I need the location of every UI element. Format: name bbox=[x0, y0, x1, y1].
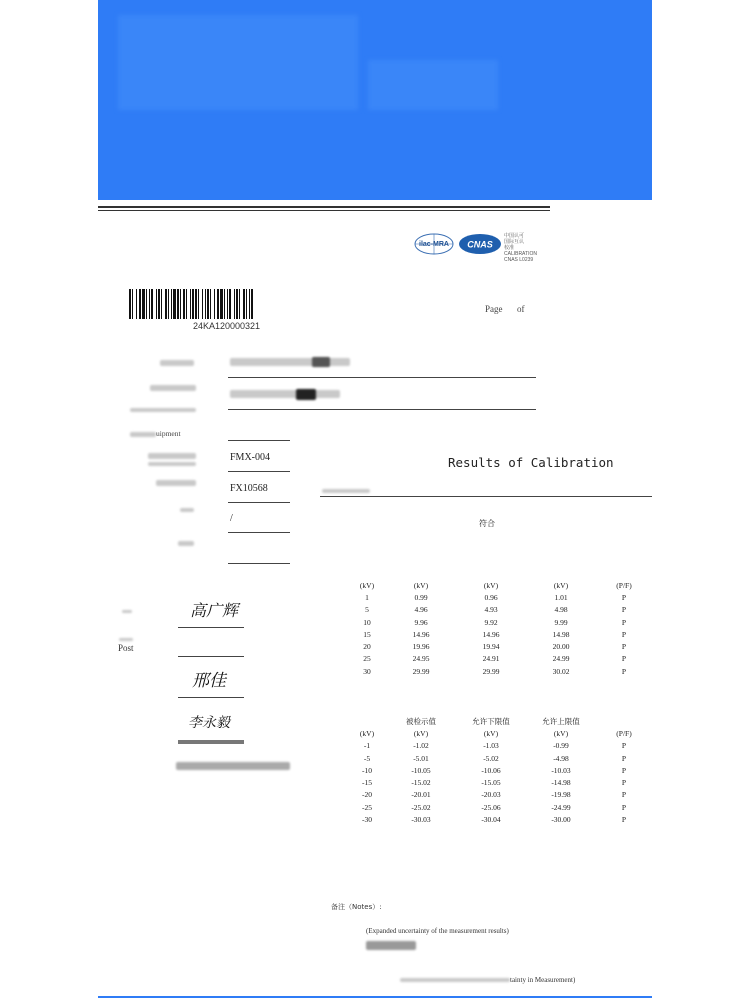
table-cell: -25.02 bbox=[411, 802, 431, 812]
table-row bbox=[348, 591, 652, 603]
table-cell: 30.02 bbox=[552, 666, 570, 676]
equipment-label: uipment bbox=[156, 429, 181, 438]
table-cell: 4.93 bbox=[484, 605, 498, 615]
post-label: Post bbox=[118, 643, 134, 653]
redacted-label bbox=[148, 453, 196, 459]
redacted-label bbox=[322, 489, 370, 493]
redacted-label bbox=[148, 462, 196, 466]
redacted-value bbox=[230, 390, 340, 398]
barcode-bar bbox=[192, 289, 194, 319]
table-cell: 14.96 bbox=[482, 629, 500, 639]
table-cell: 0.96 bbox=[484, 592, 498, 602]
signature-line bbox=[178, 697, 244, 698]
uncertainty-note-2: tainty in Measurement) bbox=[510, 976, 576, 984]
barcode-bar bbox=[210, 289, 211, 319]
signature-line bbox=[178, 627, 244, 628]
table-cell: 25 bbox=[363, 654, 371, 664]
barcode-bar bbox=[214, 289, 215, 319]
table-header: (kV) bbox=[483, 580, 499, 590]
barcode-bar bbox=[198, 289, 199, 319]
cnas-text-line: CALIBRATION bbox=[504, 251, 537, 257]
barcode-bar bbox=[156, 289, 157, 319]
header-banner bbox=[98, 0, 652, 200]
barcode-bar bbox=[161, 289, 162, 319]
cnas-text-line: 中国认可 bbox=[504, 233, 525, 239]
header-rule-top bbox=[98, 206, 550, 208]
table-header: (P/F) bbox=[616, 728, 632, 738]
cnas-text-line: 校准 bbox=[504, 245, 515, 251]
table-cell: -1.03 bbox=[483, 741, 499, 751]
redacted-label bbox=[180, 508, 194, 512]
table-cell: -20 bbox=[362, 790, 372, 800]
table-cell: -1.02 bbox=[413, 741, 429, 751]
table-cell: 5 bbox=[365, 605, 369, 615]
field-underline bbox=[228, 532, 290, 533]
barcode-bar bbox=[251, 289, 253, 319]
ilac-logo-text: ilac-MRA bbox=[419, 241, 449, 248]
barcode-bar bbox=[186, 289, 187, 319]
barcode bbox=[129, 289, 253, 319]
redacted-label bbox=[130, 432, 156, 437]
barcode-bar bbox=[149, 289, 150, 319]
redacted-value bbox=[366, 941, 416, 950]
table-cell: -15.05 bbox=[481, 778, 501, 788]
barcode-bar bbox=[239, 289, 240, 319]
table-cell: -30.04 bbox=[481, 815, 501, 825]
footer-rule bbox=[98, 996, 652, 998]
redacted-label bbox=[178, 541, 194, 546]
of-label: of bbox=[517, 304, 525, 314]
table-header: (P/F) bbox=[616, 580, 632, 590]
barcode-bar bbox=[139, 289, 141, 319]
table-cell: -15.02 bbox=[411, 778, 431, 788]
table-header: (kV) bbox=[553, 728, 569, 738]
redacted-label bbox=[156, 480, 196, 486]
banner-blur-area bbox=[368, 60, 498, 110]
table-cell: 10 bbox=[363, 617, 371, 627]
field-underline bbox=[228, 409, 536, 410]
table-cell: -30.03 bbox=[411, 815, 431, 825]
redacted-label bbox=[150, 385, 196, 391]
table-header: (kV) bbox=[359, 728, 375, 738]
table-cell: 24.95 bbox=[412, 654, 430, 664]
redacted-label bbox=[400, 978, 510, 982]
barcode-bar bbox=[224, 289, 225, 319]
calibration-table-negative bbox=[348, 715, 652, 826]
signature-checker: 高广辉 bbox=[190, 601, 239, 620]
barcode-bar bbox=[168, 289, 169, 319]
table-cell: P bbox=[621, 629, 627, 639]
table-header: (kV) bbox=[483, 728, 499, 738]
table-header-top bbox=[348, 715, 386, 727]
table-cell: -5 bbox=[363, 753, 371, 763]
barcode-bar bbox=[234, 289, 235, 319]
barcode-bar bbox=[249, 289, 250, 319]
barcode-bar bbox=[202, 289, 203, 319]
barcode-bar bbox=[136, 289, 137, 319]
table-row bbox=[348, 764, 652, 776]
redacted-label bbox=[119, 638, 133, 641]
table-cell: 29.99 bbox=[482, 666, 500, 676]
redacted-mark bbox=[296, 389, 316, 400]
table-header: (kV) bbox=[359, 580, 375, 590]
table-cell: -10.06 bbox=[481, 765, 501, 775]
table-cell: -30.00 bbox=[551, 815, 571, 825]
results-rule bbox=[320, 496, 652, 497]
table-cell: P bbox=[621, 790, 627, 800]
field-underline bbox=[228, 471, 290, 472]
table-cell: -10.05 bbox=[411, 765, 431, 775]
table-row bbox=[348, 653, 652, 665]
barcode-bar bbox=[246, 289, 247, 319]
table-header: (kV) bbox=[413, 580, 429, 590]
barcode-bar bbox=[165, 289, 167, 319]
table-cell: 20.00 bbox=[552, 642, 570, 652]
barcode-bar bbox=[151, 289, 153, 319]
table-header-top: 允许下限值 bbox=[472, 716, 510, 726]
table-cell: 9.99 bbox=[554, 617, 568, 627]
table-cell: 14.96 bbox=[412, 629, 430, 639]
table-cell: 1.01 bbox=[554, 592, 568, 602]
barcode-bar bbox=[217, 289, 219, 319]
redacted-label bbox=[122, 610, 132, 613]
barcode-bar bbox=[205, 289, 206, 319]
table-cell: -30 bbox=[362, 815, 372, 825]
header-rule-bottom bbox=[98, 210, 550, 211]
uncertainty-note: (Expanded uncertainty of the measurement results) bbox=[366, 927, 509, 935]
table-cell: P bbox=[621, 592, 627, 602]
signature-line bbox=[178, 656, 244, 657]
table-cell: P bbox=[621, 753, 627, 763]
table-cell: -25.06 bbox=[481, 802, 501, 812]
field-underline bbox=[228, 563, 290, 564]
signature-line bbox=[178, 740, 244, 744]
table-cell: 9.92 bbox=[484, 617, 498, 627]
table-row bbox=[348, 628, 652, 640]
table-cell: P bbox=[621, 741, 627, 751]
signature-verifier: 邢佳 bbox=[192, 671, 226, 691]
barcode-bar bbox=[207, 289, 209, 319]
redacted-label bbox=[160, 360, 194, 366]
table-cell: -15 bbox=[362, 778, 372, 788]
table-cell: 15 bbox=[363, 629, 371, 639]
barcode-bar bbox=[142, 289, 145, 319]
table-row bbox=[348, 665, 652, 677]
signature-approver: 李永毅 bbox=[188, 715, 230, 731]
barcode-bar bbox=[195, 289, 197, 319]
table-cell: 19.96 bbox=[412, 642, 430, 652]
table-cell: P bbox=[621, 642, 627, 652]
table-cell: 4.96 bbox=[414, 605, 428, 615]
redacted-value bbox=[230, 358, 350, 366]
table-cell: 9.96 bbox=[414, 617, 428, 627]
table-row bbox=[348, 752, 652, 764]
redacted-caption bbox=[176, 762, 290, 770]
table-row bbox=[348, 740, 652, 752]
table-cell: -5.02 bbox=[483, 753, 499, 763]
barcode-bar bbox=[173, 289, 176, 319]
table-row bbox=[348, 813, 652, 825]
table-cell: P bbox=[621, 778, 627, 788]
table-cell: P bbox=[621, 666, 627, 676]
redacted-label bbox=[130, 408, 196, 412]
table-cell: -10 bbox=[362, 765, 372, 775]
table-cell: -14.98 bbox=[551, 778, 571, 788]
cnas-logo bbox=[458, 233, 502, 255]
table-cell: P bbox=[621, 617, 627, 627]
table-header-top: 允许上限值 bbox=[542, 716, 580, 726]
page-label: Page bbox=[485, 304, 503, 314]
remark-label: 备注（Notes）: bbox=[331, 903, 382, 911]
table-cell: -4.98 bbox=[553, 753, 569, 763]
table-cell: 19.94 bbox=[482, 642, 500, 652]
model-value: FMX-004 bbox=[230, 452, 271, 463]
ilac-mra-logo bbox=[414, 233, 454, 255]
barcode-bar bbox=[158, 289, 160, 319]
cnas-text-line: 国际互认 bbox=[504, 239, 525, 245]
field-underline bbox=[228, 502, 290, 503]
table-row bbox=[348, 640, 652, 652]
barcode-bar bbox=[177, 289, 179, 319]
table-row bbox=[348, 616, 652, 628]
barcode-bar bbox=[190, 289, 191, 319]
field-underline bbox=[228, 377, 536, 378]
barcode-bar bbox=[132, 289, 133, 319]
table-cell: P bbox=[621, 605, 627, 615]
table-cell: -1 bbox=[363, 741, 371, 751]
barcode-bar bbox=[146, 289, 147, 319]
table-row bbox=[348, 789, 652, 801]
table-header: (kV) bbox=[413, 728, 429, 738]
field-underline bbox=[228, 440, 290, 441]
table-header-top bbox=[596, 715, 652, 727]
table-cell: 30 bbox=[363, 666, 371, 676]
table-row bbox=[348, 776, 652, 788]
table-cell: 24.91 bbox=[482, 654, 500, 664]
table-cell: -19.98 bbox=[551, 790, 571, 800]
table-cell: 29.99 bbox=[412, 666, 430, 676]
calibration-table-positive bbox=[348, 579, 652, 677]
banner-blur-area bbox=[118, 15, 358, 110]
table-header-top: 被检示值 bbox=[406, 716, 436, 726]
barcode-bar bbox=[229, 289, 231, 319]
table-cell: 24.99 bbox=[552, 654, 570, 664]
barcode-bar bbox=[171, 289, 172, 319]
table-cell: -0.99 bbox=[553, 741, 569, 751]
table-cell: 4.98 bbox=[554, 605, 568, 615]
table-cell: P bbox=[621, 765, 627, 775]
table-cell: 14.98 bbox=[552, 629, 570, 639]
barcode-number: 24KA120000321 bbox=[193, 321, 261, 331]
table-cell: -25 bbox=[362, 802, 372, 812]
table-row bbox=[348, 801, 652, 813]
table-cell: 0.99 bbox=[414, 592, 428, 602]
barcode-bar bbox=[236, 289, 238, 319]
table-cell: P bbox=[621, 654, 627, 664]
cnas-accreditation-text bbox=[504, 233, 537, 263]
table-cell: -20.03 bbox=[481, 790, 501, 800]
table-cell: -20.01 bbox=[411, 790, 431, 800]
table-cell: -24.99 bbox=[551, 802, 571, 812]
results-title: Results of Calibration bbox=[448, 455, 614, 470]
table-row bbox=[348, 604, 652, 616]
redacted-mark bbox=[312, 357, 330, 367]
barcode-bar bbox=[180, 289, 181, 319]
barcode-bar bbox=[227, 289, 228, 319]
cnas-text-line: CNAS L0239 bbox=[504, 257, 534, 263]
table-header: (kV) bbox=[553, 580, 569, 590]
table-cell: -10.03 bbox=[551, 765, 571, 775]
table-cell: -5.01 bbox=[413, 753, 429, 763]
conformity-text: 符合 bbox=[479, 519, 495, 528]
barcode-bar bbox=[243, 289, 245, 319]
cnas-logo-text: CNAS bbox=[467, 239, 493, 250]
table-cell: P bbox=[621, 815, 627, 825]
page-indicator bbox=[485, 304, 525, 314]
slash-value: / bbox=[230, 513, 233, 524]
table-cell: 20 bbox=[363, 642, 371, 652]
barcode-bar bbox=[129, 289, 131, 319]
serial-value: FX10568 bbox=[230, 483, 268, 494]
table-cell: P bbox=[621, 802, 627, 812]
barcode-bar bbox=[220, 289, 223, 319]
barcode-bar bbox=[183, 289, 185, 319]
table-cell: 1 bbox=[365, 592, 369, 602]
